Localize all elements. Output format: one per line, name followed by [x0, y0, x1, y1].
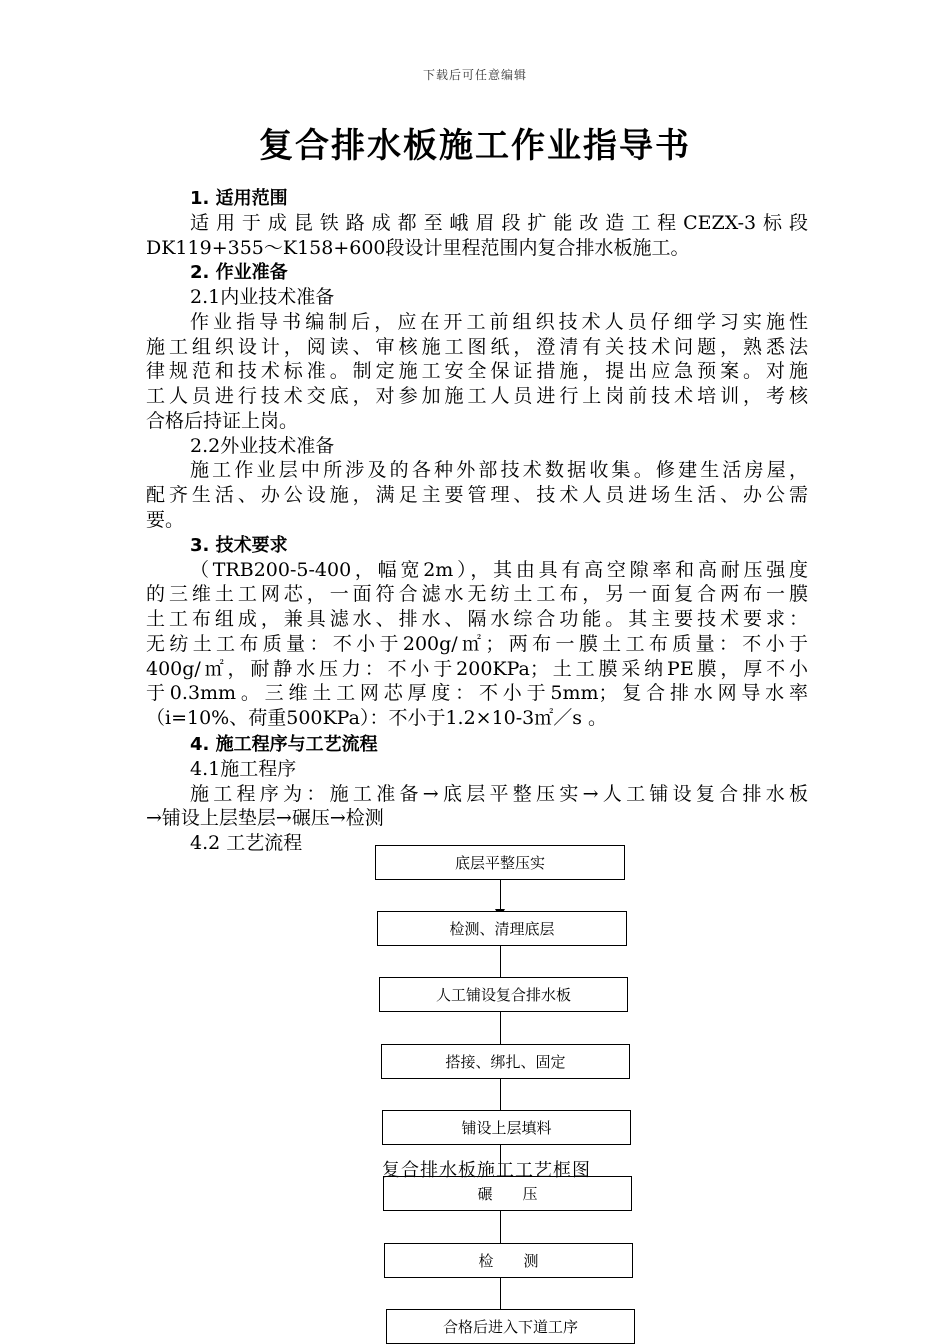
body-line: 要。 — [146, 509, 185, 531]
flow-step-box: 检测、清理底层 — [377, 911, 627, 946]
header-note: 下载后可任意编辑 — [422, 68, 527, 82]
body-line: 合格后持证上岗。 — [146, 410, 299, 432]
flow-step-box: 搭接、绑扎、固定 — [381, 1044, 630, 1079]
body-line: 工人员进行技术交底，对参加施工人员进行上岗前技术培训，考核 — [146, 385, 808, 407]
flow-connector — [500, 1211, 501, 1243]
body-line: 律规范和技术标准。制定施工安全保证措施，提出应急预案。对施 — [146, 360, 808, 382]
body-line: （TRB200-5-400，幅宽2m），其由具有高空隙率和高耐压强度 — [190, 559, 808, 581]
body-line: 的三维土工网芯，一面符合滤水无纺土工布，另一面复合两布一膜 — [146, 583, 808, 605]
body-line: 适用于成昆铁路成都至峨眉段扩能改造工程CEZX-3标段 — [190, 212, 808, 234]
body-line: 施工组织设计，阅读、审核施工图纸，澄清有关技术问题，熟悉法 — [146, 336, 808, 358]
section-heading: 2. 作业准备 — [190, 262, 288, 283]
body-line: 4.2 工艺流程 — [190, 832, 303, 854]
body-line: （i=10%、荷重500KPa）：不小于1.2×10-3㎡／s 。 — [146, 707, 608, 729]
flow-connector — [500, 880, 501, 911]
body-line: 施工作业层中所涉及的各种外部技术数据收集。修建生活房屋， — [190, 459, 808, 481]
flow-step-box: 合格后进入下道工序 — [386, 1309, 635, 1344]
section-heading: 4. 施工程序与工艺流程 — [190, 734, 378, 755]
body-line: 作业指导书编制后，应在开工前组织技术人员仔细学习实施性 — [190, 311, 808, 333]
body-line: 无纺土工布质量：不小于200g/㎡；两布一膜土工布质量：不小于 — [146, 633, 808, 655]
body-line: 2.1内业技术准备 — [190, 286, 335, 308]
flow-caption: 复合排水板施工工艺框图 — [382, 1160, 591, 1181]
flow-connector — [500, 1278, 501, 1309]
flow-connector — [500, 946, 501, 977]
flow-step-box: 铺设上层填料 — [382, 1110, 631, 1145]
flow-connector — [500, 1012, 501, 1044]
flow-step-box: 人工铺设复合排水板 — [379, 977, 628, 1012]
body-line: DK119+355～K158+600段设计里程范围内复合排水板施工。 — [146, 237, 690, 259]
body-line: 于0.3mm。三维土工网芯厚度：不小于5mm；复合排水网导水率 — [146, 682, 808, 704]
flow-step-box: 检 测 — [384, 1243, 633, 1278]
body-line: 4.1施工程序 — [190, 758, 297, 780]
body-line: →铺设上层垫层→碾压→检测 — [146, 807, 384, 829]
section-heading: 1. 适用范围 — [190, 188, 288, 209]
body-line: 400g/㎡，耐静水压力：不小于200KPa；土工膜采纳PE膜，厚不小 — [146, 658, 808, 680]
flow-step-box: 底层平整压实 — [375, 845, 625, 880]
section-heading: 3. 技术要求 — [190, 535, 288, 556]
body-line: 配齐生活、办公设施，满足主要管理、技术人员进场生活、办公需 — [146, 484, 808, 506]
body-line: 土工布组成，兼具滤水、排水、隔水综合功能。其主要技术要求： — [146, 608, 808, 630]
flow-connector — [500, 1079, 501, 1110]
document-title: 复合排水板施工作业指导书 — [259, 126, 691, 166]
body-line: 2.2外业技术准备 — [190, 435, 335, 457]
body-line: 施工程序为：施工准备→底层平整压实→人工铺设复合排水板 — [190, 783, 808, 805]
flow-step-box: 碾 压 — [383, 1176, 632, 1211]
